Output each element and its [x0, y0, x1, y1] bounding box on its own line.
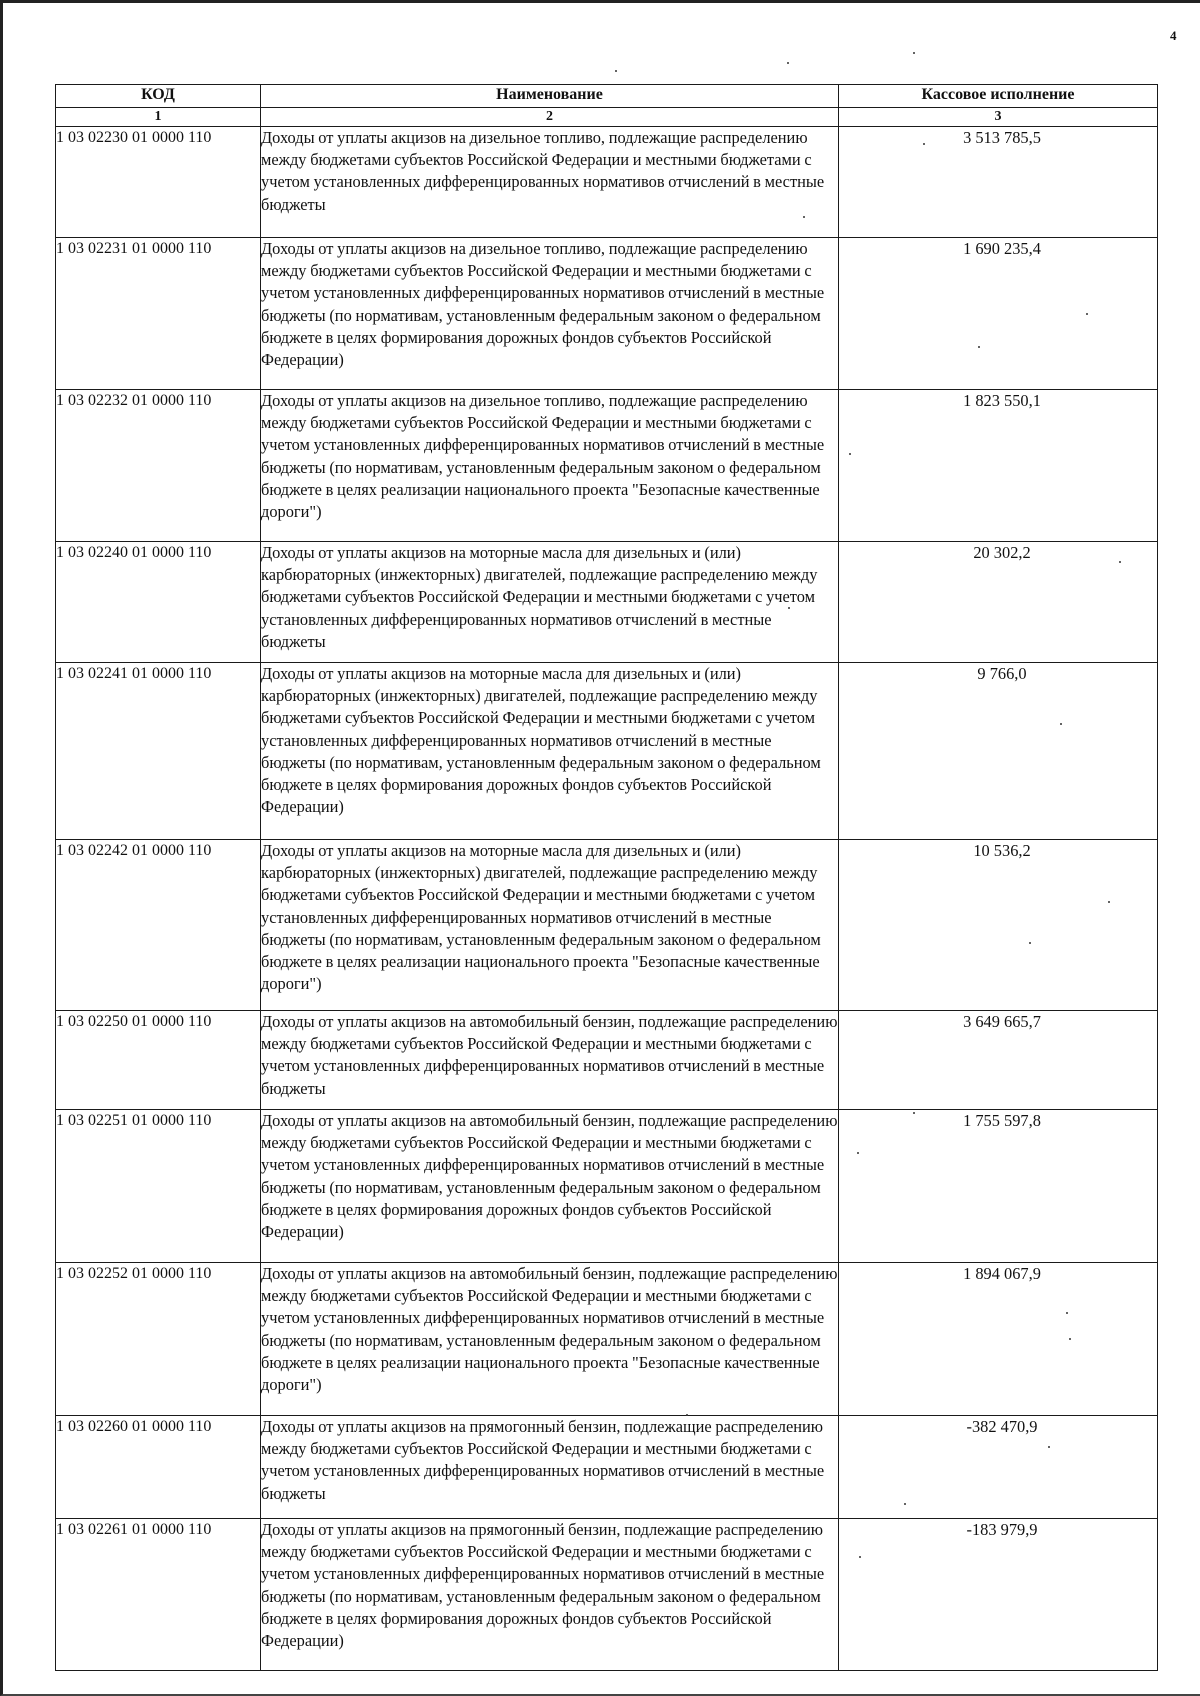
- row-name: Доходы от уплаты акцизов на автомобильный бензин, подлежащие распределению между бюджетами субъектов Российской Федерации и местными бюджетами с учетом установленных дифференцированных нормативов отчислений в местные бюджеты (по нормативам, установленным федеральным законом о федеральном бюджете в целях формирования дорожных фондов субъектов Российской Федерации): [261, 1110, 839, 1263]
- table-row: [56, 1263, 1158, 1416]
- table-row: [56, 390, 1158, 542]
- scan-speck: [686, 1414, 688, 1416]
- row-name: Доходы от уплаты акцизов на моторные масла для дизельных и (или) карбюраторных (инжекторных) двигателей, подлежащие распределению между бюджетами субъектов Российской Федерации и местными бюджетами с учетом установленных дифференцированных нормативов отчислений в местные бюджеты (по нормативам, установленным федеральным законом о федеральном бюджете в целях формирования дорожных фондов субъектов Российской Федерации): [261, 663, 839, 840]
- row-code: 1 03 02242 01 0000 110: [56, 840, 261, 1011]
- row-code: 1 03 02230 01 0000 110: [56, 127, 261, 238]
- scan-speck: [849, 453, 851, 455]
- scan-speck: [859, 1556, 861, 1558]
- table-row: [56, 238, 1158, 390]
- scan-speck: [904, 1503, 906, 1505]
- table-row: [56, 663, 1158, 840]
- page-number: 4: [1170, 28, 1177, 43]
- row-name: Доходы от уплаты акцизов на дизельное топливо, подлежащие распределению между бюджетами субъектов Российской Федерации и местными бюджетами с учетом установленных дифференцированных нормативов отчислений в местные бюджеты: [261, 127, 839, 238]
- row-code: 1 03 02260 01 0000 110: [56, 1416, 261, 1519]
- row-amount: [839, 1416, 1158, 1519]
- row-amount-value: 1 755 597,8: [963, 1111, 1041, 1130]
- column-number-name: 2: [261, 108, 839, 127]
- row-amount: [839, 1263, 1158, 1416]
- row-amount-value: 10 536,2: [973, 841, 1031, 860]
- header-code: КОД: [56, 85, 261, 108]
- scan-speck: [1069, 1338, 1071, 1340]
- scan-speck: [615, 70, 617, 72]
- row-code: 1 03 02231 01 0000 110: [56, 238, 261, 390]
- row-amount: [839, 1110, 1158, 1263]
- row-name: Доходы от уплаты акцизов на моторные масла для дизельных и (или) карбюраторных (инжекторных) двигателей, подлежащие распределению между бюджетами субъектов Российской Федерации и местными бюджетами с учетом установленных дифференцированных нормативов отчислений в местные бюджеты (по нормативам, установленным федеральным законом о федеральном бюджете в целях реализации национального проекта "Безопасные качественные дороги"): [261, 840, 839, 1011]
- column-number-row: [56, 108, 1158, 127]
- scan-speck: [1108, 901, 1110, 903]
- scan-speck: [1048, 1446, 1050, 1448]
- table-row: [56, 127, 1158, 238]
- row-amount-value: 3 513 785,5: [963, 128, 1041, 147]
- row-code: 1 03 02241 01 0000 110: [56, 663, 261, 840]
- column-number-amount: 3: [839, 108, 1158, 127]
- scan-speck: [1086, 313, 1088, 315]
- table-row: [56, 1011, 1158, 1110]
- header-name: Наименование: [261, 85, 839, 108]
- row-amount: [839, 238, 1158, 390]
- scan-speck: [913, 1112, 915, 1114]
- row-amount: [839, 840, 1158, 1011]
- row-amount: [839, 542, 1158, 663]
- table-row: [56, 1416, 1158, 1519]
- row-code: 1 03 02232 01 0000 110: [56, 390, 261, 542]
- table-row: [56, 1110, 1158, 1263]
- row-amount-value: 1 894 067,9: [963, 1264, 1041, 1283]
- row-amount: [839, 127, 1158, 238]
- row-code: 1 03 02252 01 0000 110: [56, 1263, 261, 1416]
- scan-speck: [857, 1152, 859, 1154]
- row-code: 1 03 02240 01 0000 110: [56, 542, 261, 663]
- row-amount-value: 3 649 665,7: [963, 1012, 1041, 1031]
- row-amount-value: 1 690 235,4: [963, 239, 1041, 258]
- row-amount-value: -183 979,9: [966, 1520, 1038, 1539]
- scan-speck: [913, 52, 915, 54]
- row-code: 1 03 02251 01 0000 110: [56, 1110, 261, 1263]
- row-name: Доходы от уплаты акцизов на автомобильный бензин, подлежащие распределению между бюджетами субъектов Российской Федерации и местными бюджетами с учетом установленных дифференцированных нормативов отчислений в местные бюджеты (по нормативам, установленным федеральным законом о федеральном бюджете в целях реализации национального проекта "Безопасные качественные дороги"): [261, 1263, 839, 1416]
- row-amount: [839, 663, 1158, 840]
- scan-speck: [923, 143, 925, 145]
- scan-speck: [978, 346, 980, 348]
- scan-speck: [803, 216, 805, 218]
- row-name: Доходы от уплаты акцизов на прямогонный бензин, подлежащие распределению между бюджетами субъектов Российской Федерации и местными бюджетами с учетом установленных дифференцированных нормативов отчислений в местные бюджеты (по нормативам, установленным федеральным законом о федеральном бюджете в целях формирования дорожных фондов субъектов Российской Федерации): [261, 1519, 839, 1671]
- row-amount-value: 20 302,2: [973, 543, 1031, 562]
- table-row: [56, 1519, 1158, 1671]
- scan-speck: [1029, 942, 1031, 944]
- scan-speck: [787, 62, 789, 64]
- row-amount: [839, 1519, 1158, 1671]
- row-amount: [839, 1011, 1158, 1110]
- row-amount: [839, 390, 1158, 542]
- scan-speck: [1060, 723, 1062, 725]
- row-name: Доходы от уплаты акцизов на дизельное топливо, подлежащие распределению между бюджетами субъектов Российской Федерации и местными бюджетами с учетом установленных дифференцированных нормативов отчислений в местные бюджеты (по нормативам, установленным федеральным законом о федеральном бюджете в целях реализации национального проекта "Безопасные качественные дороги"): [261, 390, 839, 542]
- scan-speck: [1119, 561, 1121, 563]
- header-amount: Кассовое исполнение: [839, 85, 1158, 108]
- row-name: Доходы от уплаты акцизов на прямогонный бензин, подлежащие распределению между бюджетами субъектов Российской Федерации и местными бюджетами с учетом установленных дифференцированных нормативов отчислений в местные бюджеты: [261, 1416, 839, 1519]
- table-row: [56, 840, 1158, 1011]
- row-name: Доходы от уплаты акцизов на моторные масла для дизельных и (или) карбюраторных (инжекторных) двигателей, подлежащие распределению между бюджетами субъектов Российской Федерации и местными бюджетами с учетом установленных дифференцированных нормативов отчислений в местные бюджеты: [261, 542, 839, 663]
- table-row: [56, 542, 1158, 663]
- row-amount-value: 9 766,0: [977, 664, 1027, 683]
- row-code: 1 03 02250 01 0000 110: [56, 1011, 261, 1110]
- scan-speck: [788, 607, 790, 609]
- revenue-table: [55, 84, 1158, 1671]
- row-amount-value: 1 823 550,1: [963, 391, 1041, 410]
- row-code: 1 03 02261 01 0000 110: [56, 1519, 261, 1671]
- column-number-code: 1: [56, 108, 261, 127]
- row-name: Доходы от уплаты акцизов на автомобильный бензин, подлежащие распределению между бюджетами субъектов Российской Федерации и местными бюджетами с учетом установленных дифференцированных нормативов отчислений в местные бюджеты: [261, 1011, 839, 1110]
- header-row: [56, 85, 1158, 108]
- row-name: Доходы от уплаты акцизов на дизельное топливо, подлежащие распределению между бюджетами субъектов Российской Федерации и местными бюджетами с учетом установленных дифференцированных нормативов отчислений в местные бюджеты (по нормативам, установленным федеральным законом о федеральном бюджете в целях формирования дорожных фондов субъектов Российской Федерации): [261, 238, 839, 390]
- scan-speck: [1066, 1312, 1068, 1314]
- row-amount-value: -382 470,9: [966, 1417, 1038, 1436]
